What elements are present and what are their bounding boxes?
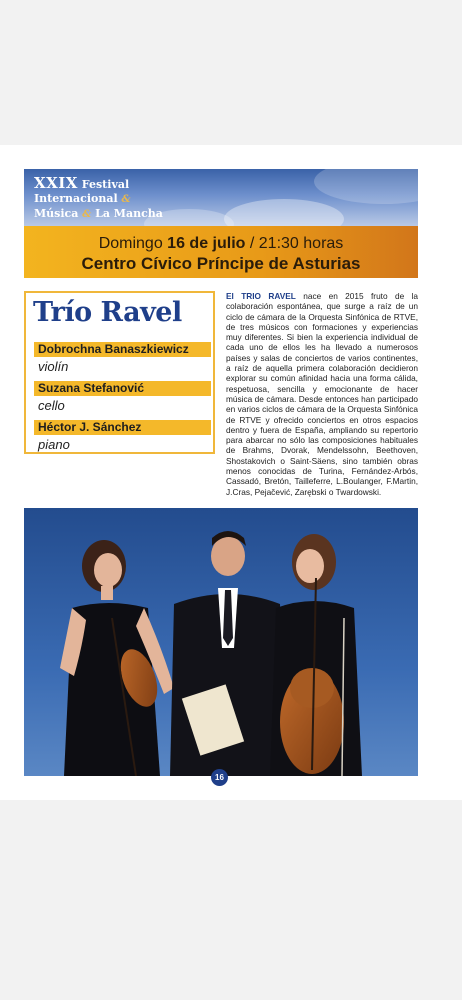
member-name: Suzana Stefanović — [34, 381, 211, 396]
member-name: Héctor J. Sánchez — [34, 420, 211, 435]
ensemble-name: Trío Ravel — [33, 297, 182, 328]
ampersand-mark-2: & — [82, 209, 92, 220]
trio-photo — [24, 508, 418, 776]
trio-photo-illustration — [24, 508, 418, 776]
event-datetime — [24, 234, 418, 253]
bio-text: nace en 2015 fruto de la colaboración espontánea, que surge a raíz de un ciclo de cámara de la Orquesta Sinfónica de RTVE, de tres músicos con formaciones y experiencias muy diferentes. Si bien la experiencia individual de cada uno de ellos les ha llevado a numerosos países y salas de conciertos de varios continentes, a raíz de aquella primera colaboración decidieron explorar su común afinidad hacia una forma cálida, respetuosa, sencilla y emocionante de hacer música de cámara. Desde entonces han participado en varios ciclos de cámara de la Orquesta Sinfónica de RTVE y ofrecido conciertos en otros espacios dentro y fuera de España, ampliando su repertorio para abarcar no sólo las composiciones habituales de Brahms, Dvorak, Mendelssohn, Beethoven, Shostakovich o Saint-Säens, sino también obras menos conocidas de Turina, Fernández-Arbós, Cassadó, Bretón, Tailleferre, L.Boulanger, F.Martin, J.Cras, Pejačević, Zarębski o Twardowski. — [226, 291, 419, 497]
festival-logo — [34, 176, 163, 222]
pianist-figure — [170, 531, 286, 776]
festival-edition: XXIX — [34, 174, 78, 192]
event-date: 16 de julio — [167, 235, 246, 252]
page-number-badge: 16 — [211, 769, 228, 786]
cellist-figure — [270, 534, 362, 776]
ensemble-biography — [226, 291, 418, 497]
member-instrument: cello — [38, 398, 65, 413]
event-separator: / — [249, 235, 255, 252]
event-day: Domingo — [98, 235, 163, 252]
bio-lead: El TRIO RAVEL — [226, 291, 296, 301]
member-name: Dobrochna Banaszkiewicz — [34, 342, 211, 357]
festival-banner — [24, 169, 418, 226]
festival-line3b: La Mancha — [95, 207, 163, 220]
event-time: 21:30 horas — [258, 235, 344, 252]
member-instrument: violín — [38, 359, 69, 374]
violinist-figure — [60, 540, 174, 776]
member-instrument: piano — [38, 437, 70, 452]
ampersand-mark: & — [121, 194, 131, 205]
event-header — [24, 226, 418, 278]
event-venue: Centro Cívico Príncipe de Asturias — [81, 254, 361, 273]
festival-line2: Internacional — [34, 192, 118, 205]
ensemble-box — [24, 291, 215, 454]
festival-word: Festival — [81, 178, 130, 191]
festival-line3a: Música — [34, 207, 79, 220]
magazine-page — [0, 145, 462, 800]
